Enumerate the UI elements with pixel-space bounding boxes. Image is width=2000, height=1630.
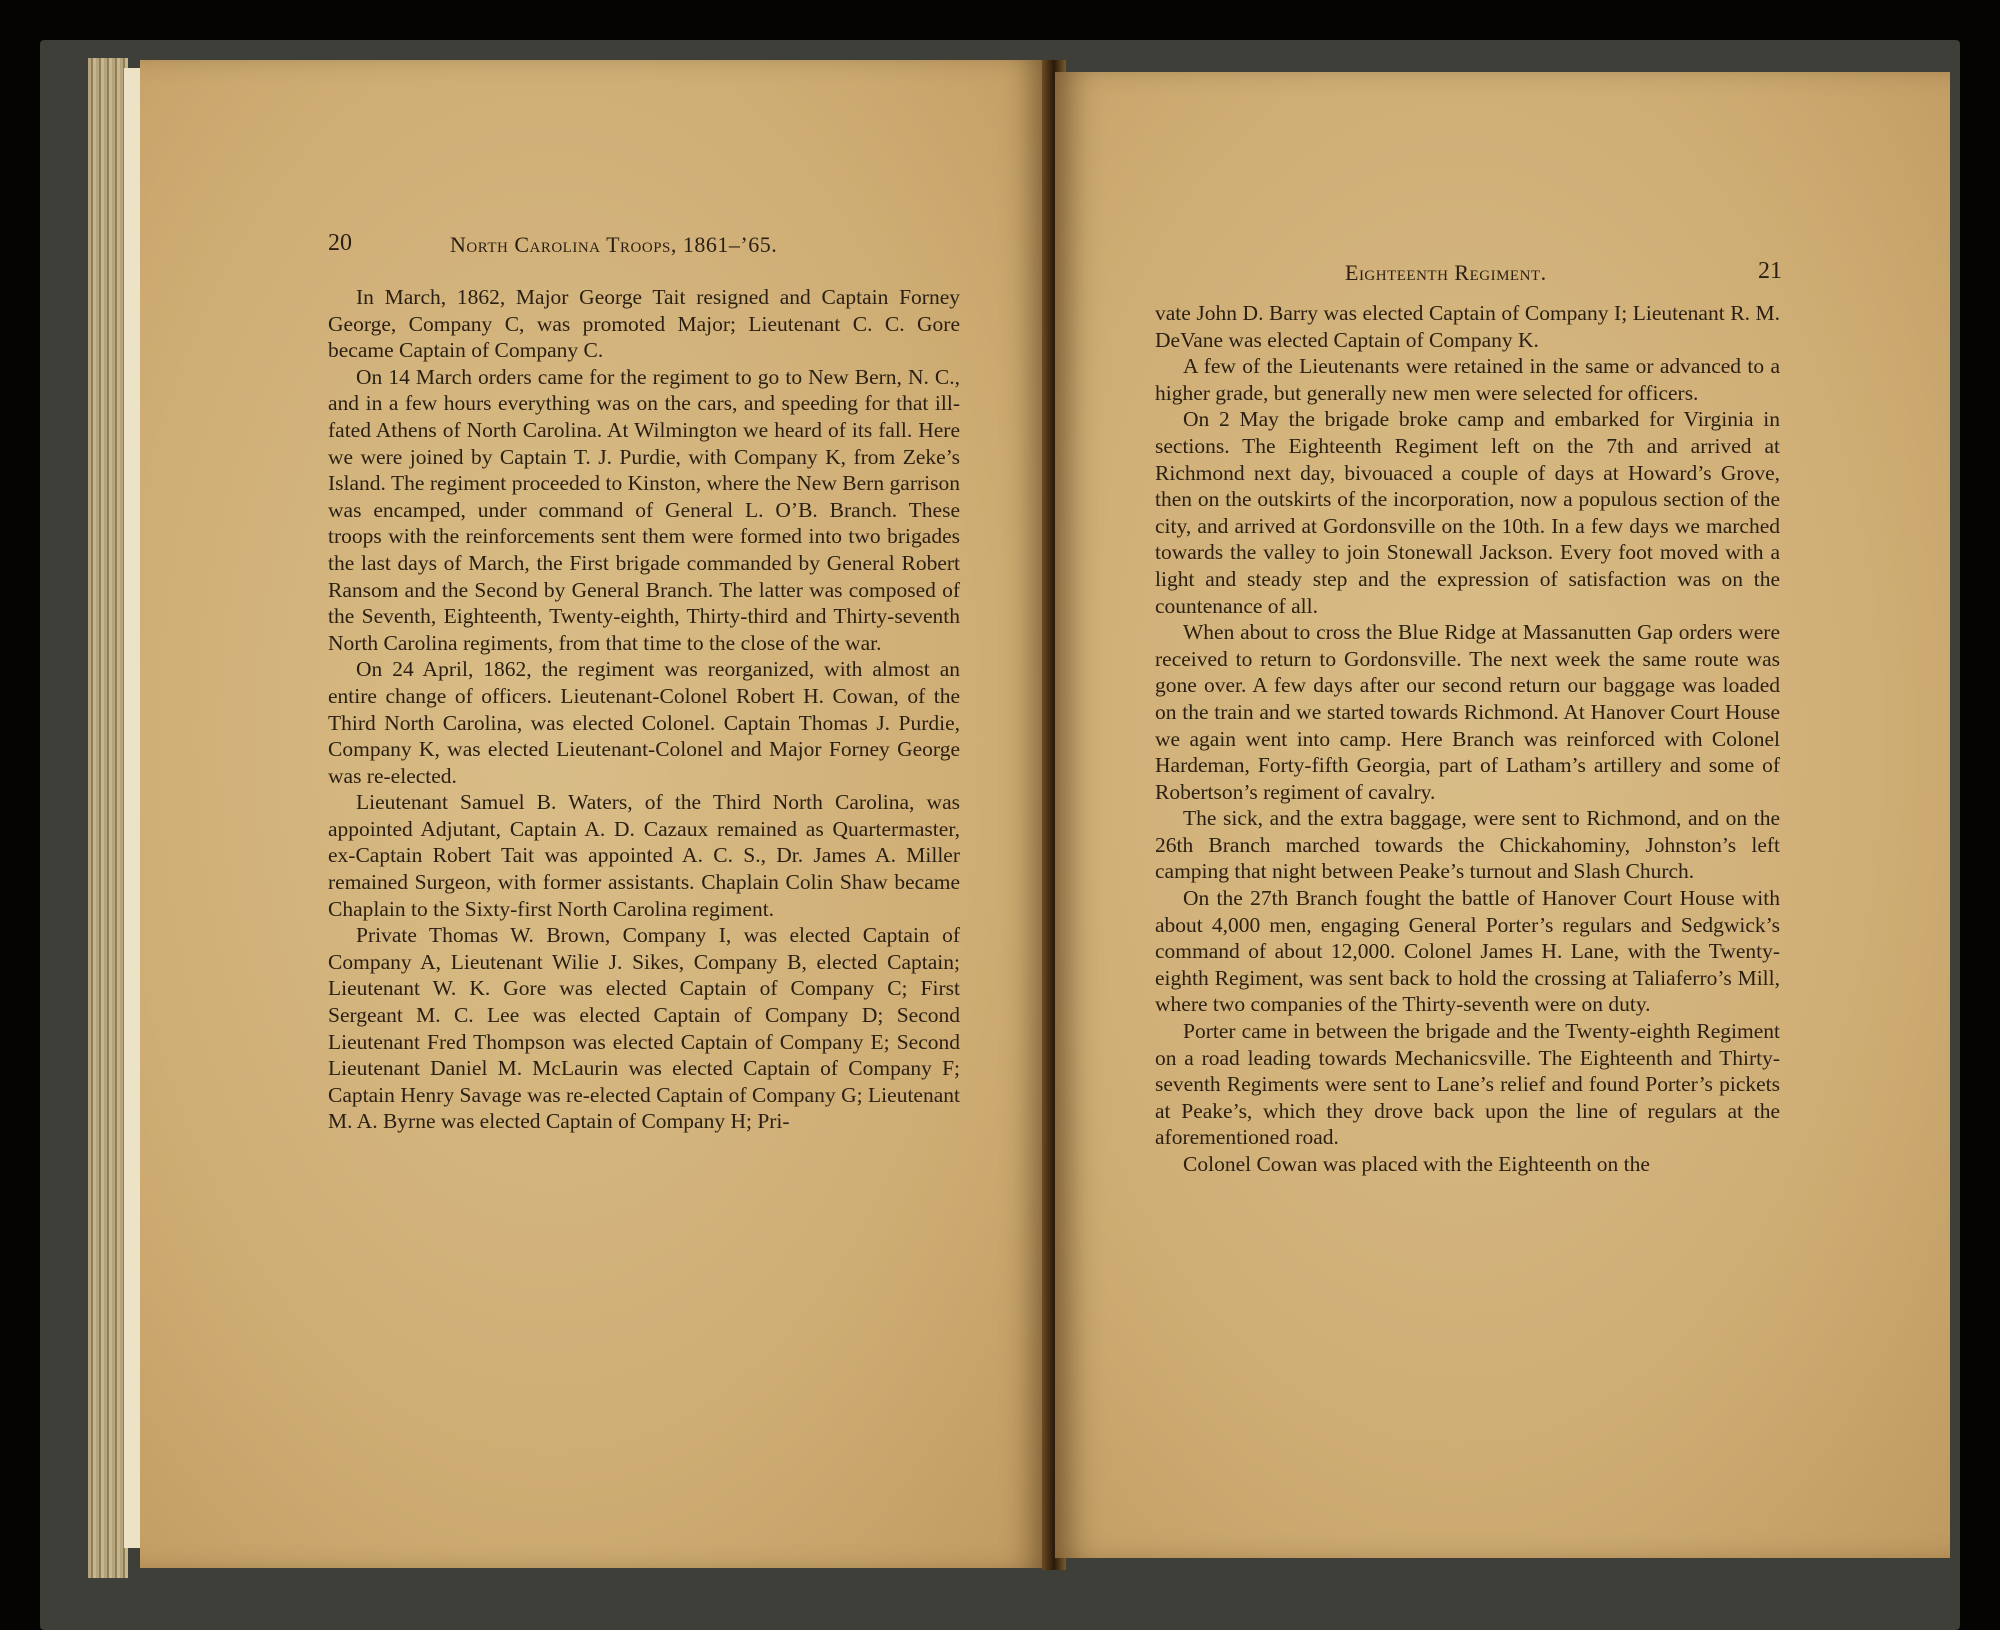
paragraph: On 14 March orders came for the regiment to go to New Bern, N. C., and in a few hours everything was on the cars, and speeding for that ill-fated Athens of North Carolina. At Wilmington we heard of its fall. Here we were joined by Captain T. J. Purdie, with Company K, from Zeke’s Island. The regiment proceeded to Kinston, where the New Bern garrison was encamped, under command of General L. O’B. Branch. These troops with the reinforcements sent them were formed into two brigades the last days of March, the First brigade commanded by General Robert Ransom and the Second by General Branch. The latter was composed of the Seventh, Eighteenth, Twenty-eighth, Thirty-third and Thirty-seventh North Carolina regiments, from that time to the close of the war.	[328, 364, 960, 655]
continuation-paragraph: vate John D. Barry was elected Captain of Company I; Lieutenant R. M. DeVane was elected Captain of Company K.	[1155, 301, 1780, 352]
page-number: 21	[1758, 258, 1782, 284]
paragraph: Colonel Cowan was placed with the Eighteenth on the	[1183, 1152, 1650, 1176]
paragraph: The sick, and the extra baggage, were sent to Richmond, and on the 26th Branch marched towards the Chickahominy, Johnston’s left camping that night between Peake’s turnout and Slash Church.	[1155, 806, 1780, 884]
running-header: Eighteenth Regiment.	[1345, 260, 1547, 285]
running-header: North Carolina Troops, 1861–’65.	[450, 232, 778, 257]
left-page	[140, 60, 1050, 1568]
paragraph: In March, 1862, Major George Tait resigned and Captain Forney George, Company C, was promoted Major; Lieutenant C. C. Gore became Captain of Company C.	[328, 285, 960, 363]
right-page	[1055, 72, 1950, 1558]
paragraph: On the 27th Branch fought the battle of Hanover Court House with about 4,000 men, engaging General Porter’s regulars and Sedgwick’s command of about 12,000. Colonel James H. Lane, with the Twenty-eighth Regiment, was sent back to hold the crossing at Taliaferro’s Mill, where two companies of the Thirty-seventh were on duty.	[1155, 886, 1780, 1017]
paragraph: Porter came in between the brigade and the Twenty-eighth Regiment on a road leading towards Mechanicsville. The Eighteenth and Thirty-seventh Regiments were sent to Lane’s relief and found Porter’s pickets at Peake’s, which they drove back upon the line of regulars at the aforementioned road.	[1155, 1019, 1780, 1150]
paragraph: A few of the Lieutenants were retained in the same or advanced to a higher grade, but generally new men were selected for officers.	[1155, 354, 1780, 405]
paragraph: When about to cross the Blue Ridge at Massanutten Gap orders were received to return to Gordonsville. The next week the same route was gone over. A few days after our second return our baggage was loaded on the train and we started towards Richmond. At Hanover Court House we again went into camp. Here Branch was reinforced with Colonel Hardeman, Forty-fifth Georgia, part of Latham’s artillery and some of Robertson’s regiment of cavalry.	[1155, 620, 1780, 804]
right-page-body	[1155, 300, 1780, 1178]
page-edges	[88, 58, 128, 1578]
paragraph: Lieutenant Samuel B. Waters, of the Third North Carolina, was appointed Adjutant, Captain A. D. Cazaux remained as Quartermaster, ex-Captain Robert Tait was appointed A. C. S., Dr. James A. Miller remained Surgeon, with former assistants. Chaplain Colin Shaw became Chaplain to the Sixty-first North Carolina regiment.	[328, 790, 960, 921]
page-number: 20	[328, 230, 352, 256]
paragraph: On 2 May the brigade broke camp and embarked for Virginia in sections. The Eighteenth Regiment left on the 7th and arrived at Richmond next day, bivouaced a couple of days at Howard’s Grove, then on the outskirts of the incorporation, now a populous section of the city, and arrived at Gordonsville on the 10th. In a few days we marched towards the valley to join Stonewall Jackson. Every foot moved with a light and steady step and the expression of satisfaction was on the countenance of all.	[1155, 407, 1780, 618]
paragraph: On 24 April, 1862, the regiment was reorganized, with almost an entire change of officers. Lieutenant-Colonel Robert H. Cowan, of the Third North Carolina, was elected Colonel. Captain Thomas J. Purdie, Company K, was elected Lieutenant-Colonel and Major Forney George was re-elected.	[328, 657, 960, 788]
page-edge-highlight	[124, 68, 140, 1548]
paragraph: Private Thomas W. Brown, Company I, was elected Captain of Company A, Lieutenant Wilie J. Sikes, Company B, elected Captain; Lieutenant W. K. Gore was elected Captain of Company C; First Sergeant M. C. Lee was elected Captain of Company D; Second Lieutenant Fred Thompson was elected Captain of Company E; Second Lieutenant Daniel M. McLaurin was elected Captain of Company F; Captain Henry Savage was re-elected Captain of Company G; Lieutenant M. A. Byrne was elected Captain of Company H; Pri-	[328, 923, 960, 1134]
left-page-body	[328, 284, 960, 1135]
